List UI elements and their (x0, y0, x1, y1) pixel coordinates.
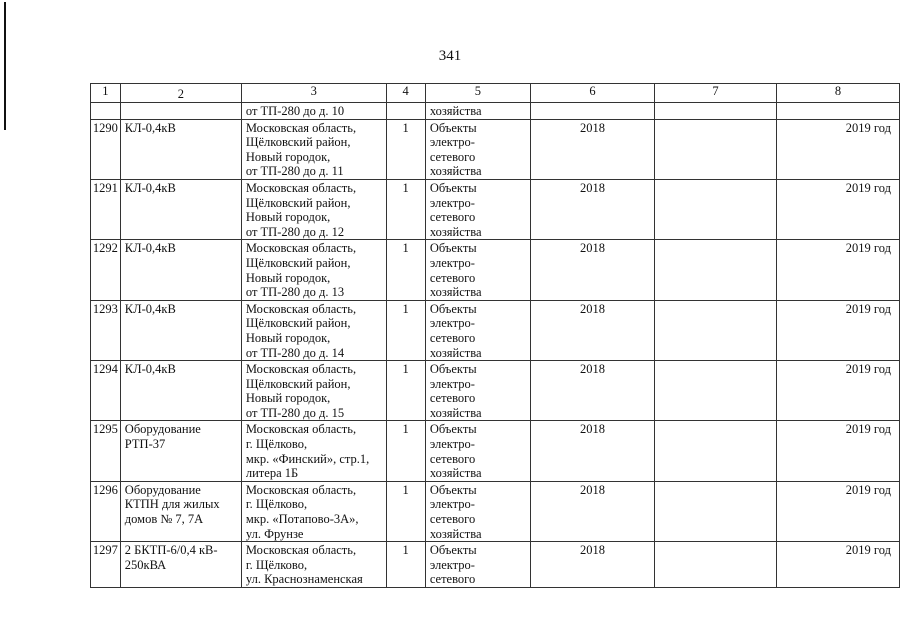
cell-purpose-line: хозяйства (429, 345, 482, 360)
cell-address-line: Новый городок, (245, 210, 331, 225)
cell-purpose-line: сетевого (429, 572, 476, 587)
cell-purpose-line: сетевого (429, 210, 476, 225)
cell-address-line: Московская область, (245, 362, 357, 377)
cell-qty: 1 (386, 361, 425, 421)
cell-col7 (654, 481, 776, 541)
cell-address-line: ул. Фрунзе (245, 526, 304, 541)
cell-purpose-line: Объекты (429, 120, 477, 135)
table-row (91, 361, 900, 421)
cell-purpose-line: сетевого (429, 512, 476, 527)
cell-name (120, 361, 241, 421)
cell-address-line: Новый городок, (245, 391, 331, 406)
cell-name-line: КЛ-0,4кВ (124, 241, 176, 256)
cell-address-line: Московская область, (245, 422, 357, 437)
cell-address: от ТП-280 до д. 10 (241, 103, 386, 120)
cell-purpose-line: электро- (429, 437, 475, 452)
cell-address-line: Щёлковский район, (245, 255, 351, 270)
cell-purpose (425, 361, 530, 421)
cell-address-line: от ТП-280 до д. 11 (245, 164, 344, 179)
cell-purpose (425, 542, 530, 588)
cell-name-line: РТП-37 (124, 437, 166, 452)
cell-name (120, 421, 241, 481)
cell-purpose-line: Объекты (429, 301, 477, 316)
cell-purpose-line: хозяйства (429, 224, 482, 239)
cell-address (241, 421, 386, 481)
cell-name-line: Оборудование (124, 482, 201, 497)
column-header: 4 (386, 84, 425, 103)
cell-deadline (777, 103, 900, 120)
column-header: 6 (530, 84, 654, 103)
cell-deadline: 2019 год (777, 542, 900, 588)
cell-name-line: Оборудование (124, 422, 201, 437)
cell-purpose-line: сетевого (429, 451, 476, 466)
cell-purpose (425, 179, 530, 239)
cell-name-line: домов № 7, 7А (124, 512, 204, 527)
cell-name-line: КЛ-0,4кВ (124, 180, 176, 195)
cell-purpose-line: сетевого (429, 330, 476, 345)
cell-address (241, 300, 386, 360)
cell-qty: 1 (386, 179, 425, 239)
cell-address (241, 361, 386, 421)
cell-address-line: от ТП-280 до д. 12 (245, 224, 345, 239)
cell-name (120, 240, 241, 300)
cell-address-line: Новый городок, (245, 330, 331, 345)
cell-col7 (654, 240, 776, 300)
cell-year: 2018 (530, 542, 654, 588)
continuation-row (91, 103, 900, 120)
cell-purpose-line: сетевого (429, 270, 476, 285)
cell-col7 (654, 119, 776, 179)
cell-col7 (654, 542, 776, 588)
cell-purpose (425, 119, 530, 179)
cell-deadline: 2019 год (777, 240, 900, 300)
cell-address-line: Щёлковский район, (245, 135, 351, 150)
cell-address-line: Новый городок, (245, 270, 331, 285)
cell-qty: 1 (386, 119, 425, 179)
cell-address-line: Московская область, (245, 241, 357, 256)
cell-address-line: ул. Краснознаменская (245, 572, 363, 587)
column-header: 1 (91, 84, 121, 103)
table-row (91, 300, 900, 360)
cell-num: 1290 (91, 119, 121, 179)
cell-purpose-line: сетевого (429, 391, 476, 406)
cell-address (241, 542, 386, 588)
table-row (91, 119, 900, 179)
cell-address-line: мкр. «Потапово-3А», (245, 512, 359, 527)
cell-purpose-line: электро- (429, 135, 475, 150)
cell-col7 (654, 421, 776, 481)
cell-name (120, 103, 241, 120)
cell-qty: 1 (386, 421, 425, 481)
column-header: 3 (241, 84, 386, 103)
cell-address-line: литера 1Б (245, 466, 299, 481)
cell-year: 2018 (530, 300, 654, 360)
cell-address-line: Московская область, (245, 120, 357, 135)
cell-deadline: 2019 год (777, 361, 900, 421)
cell-address-line: Московская область, (245, 482, 357, 497)
column-header: 8 (777, 84, 900, 103)
cell-address-line: г. Щёлково, (245, 557, 308, 572)
table-row (91, 542, 900, 588)
cell-col7 (654, 179, 776, 239)
table-row (91, 179, 900, 239)
cell-purpose-line: электро- (429, 316, 475, 331)
cell-purpose-line: Объекты (429, 543, 477, 558)
cell-purpose-line: Объекты (429, 362, 477, 377)
cell-address-line: Новый городок, (245, 149, 331, 164)
cell-purpose (425, 421, 530, 481)
cell-name-line: КЛ-0,4кВ (124, 362, 176, 377)
cell-name (120, 300, 241, 360)
margin-bar (4, 2, 6, 130)
cell-deadline: 2019 год (777, 421, 900, 481)
registry-table-body (91, 84, 900, 588)
cell-purpose-line: Объекты (429, 482, 477, 497)
column-header: 7 (654, 84, 776, 103)
cell-address-line: от ТП-280 до д. 13 (245, 285, 345, 300)
cell-address-line: Московская область, (245, 180, 357, 195)
cell-purpose (425, 300, 530, 360)
cell-deadline: 2019 год (777, 119, 900, 179)
cell-address (241, 240, 386, 300)
cell-address-line: Щёлковский район, (245, 316, 351, 331)
cell-qty: 1 (386, 300, 425, 360)
cell-address-line: от ТП-280 до д. 15 (245, 405, 345, 420)
cell-purpose-line: Объекты (429, 241, 477, 256)
cell-col7 (654, 103, 776, 120)
cell-qty: 1 (386, 481, 425, 541)
cell-year: 2018 (530, 421, 654, 481)
cell-address-line: Щёлковский район, (245, 376, 351, 391)
cell-address (241, 179, 386, 239)
cell-deadline: 2019 год (777, 481, 900, 541)
cell-purpose (425, 481, 530, 541)
cell-purpose-line: хозяйства (429, 164, 482, 179)
cell-purpose-line: Объекты (429, 180, 477, 195)
page-number: 341 (438, 48, 462, 64)
cell-year: 2018 (530, 481, 654, 541)
cell-address-line: Московская область, (245, 301, 357, 316)
cell-purpose-line: электро- (429, 557, 475, 572)
cell-purpose-line: Объекты (429, 422, 477, 437)
table-row (91, 421, 900, 481)
cell-year (530, 103, 654, 120)
cell-address (241, 119, 386, 179)
table-row (91, 240, 900, 300)
registry-table (90, 83, 900, 588)
cell-qty: 1 (386, 542, 425, 588)
cell-num: 1297 (91, 542, 121, 588)
cell-address-line: г. Щёлково, (245, 497, 308, 512)
cell-purpose: хозяйства (425, 103, 530, 120)
cell-name-line: 2 БКТП-6/0,4 кВ- (124, 543, 218, 558)
cell-num (91, 103, 121, 120)
cell-address-line: Щёлковский район, (245, 195, 351, 210)
cell-purpose-line: хозяйства (429, 526, 482, 541)
table-row (91, 481, 900, 541)
cell-num: 1296 (91, 481, 121, 541)
cell-name (120, 119, 241, 179)
cell-name (120, 179, 241, 239)
column-number-header (91, 84, 900, 103)
cell-name-line: КЛ-0,4кВ (124, 301, 176, 316)
cell-col7 (654, 300, 776, 360)
cell-num: 1292 (91, 240, 121, 300)
cell-purpose-line: электро- (429, 195, 475, 210)
cell-purpose (425, 240, 530, 300)
cell-purpose-line: хозяйства (429, 285, 482, 300)
column-header: 2 (120, 84, 241, 103)
cell-name (120, 481, 241, 541)
cell-purpose-line: электро- (429, 376, 475, 391)
cell-purpose-line: хозяйства (429, 405, 482, 420)
cell-deadline: 2019 год (777, 179, 900, 239)
cell-num: 1291 (91, 179, 121, 239)
cell-num: 1294 (91, 361, 121, 421)
cell-name-line: 250кВА (124, 557, 167, 572)
cell-purpose-line: сетевого (429, 149, 476, 164)
cell-name-line: КТПН для жилых (124, 497, 220, 512)
cell-name-line: КЛ-0,4кВ (124, 120, 176, 135)
cell-qty: 1 (386, 240, 425, 300)
cell-address-line: мкр. «Финский», стр.1, (245, 451, 370, 466)
cell-purpose-line: электро- (429, 497, 475, 512)
cell-name (120, 542, 241, 588)
cell-address-line: г. Щёлково, (245, 437, 308, 452)
cell-year: 2018 (530, 240, 654, 300)
cell-col7 (654, 361, 776, 421)
cell-address-line: Московская область, (245, 543, 357, 558)
cell-year: 2018 (530, 361, 654, 421)
cell-year: 2018 (530, 119, 654, 179)
cell-num: 1295 (91, 421, 121, 481)
cell-address-line: от ТП-280 до д. 14 (245, 345, 345, 360)
cell-purpose-line: электро- (429, 255, 475, 270)
cell-year: 2018 (530, 179, 654, 239)
cell-address (241, 481, 386, 541)
cell-num: 1293 (91, 300, 121, 360)
cell-qty (386, 103, 425, 120)
column-header: 5 (425, 84, 530, 103)
cell-purpose-line: хозяйства (429, 466, 482, 481)
cell-deadline: 2019 год (777, 300, 900, 360)
